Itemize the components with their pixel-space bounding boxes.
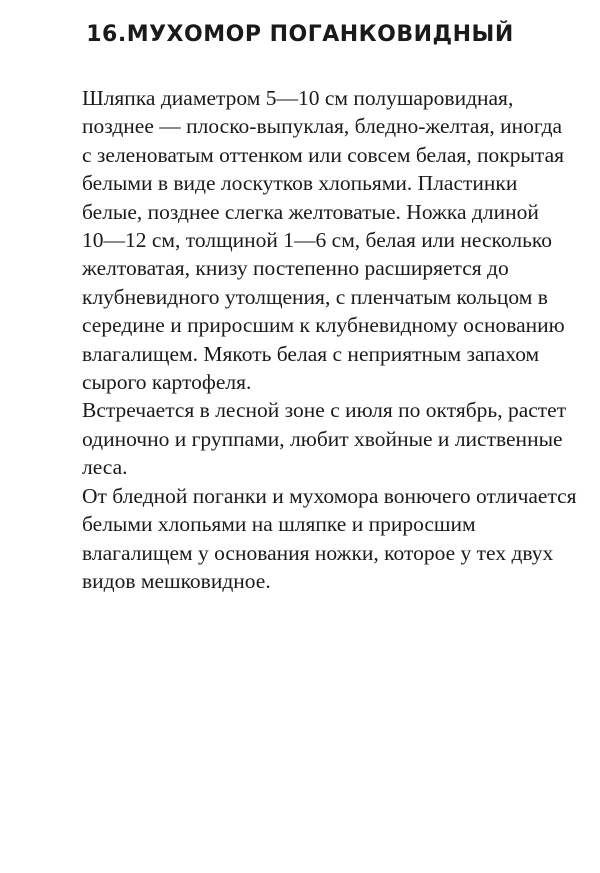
text-line: влагалищем. Мякоть белая с неприятным запахом — [82, 341, 540, 366]
page-title: 16.МУХОМОР ПОГАНКОВИДНЫЙ — [86, 22, 514, 47]
text-line: с зеленоватым оттенком или совсем белая, покрытая — [82, 142, 564, 167]
text-line: белыми в виде лоскутков хлопьями. Пластинки — [82, 171, 518, 196]
text-line: От бледной поганки и мухомора вонючего отличается — [82, 483, 577, 508]
text-line: Шляпка диаметром 5—10 см полушаровидная, — [82, 86, 514, 110]
text-line: белые, позднее слегка желтоватые. Ножка длиной — [82, 199, 539, 224]
text-line: видов мешковидное. — [82, 568, 271, 593]
text-line: позднее — плоско-выпуклая, бледно-желтая, иногда — [82, 114, 563, 139]
paragraph-distinction — [82, 482, 582, 596]
text-line: белыми хлопьями на шляпке и приросшим — [82, 512, 476, 537]
text-line: сырого картофеля. — [82, 370, 252, 395]
article-body — [82, 84, 582, 595]
text-line: желтоватая, книзу постепенно расширяется до — [82, 256, 509, 281]
text-line: одиночно и группами, любит хвойные и лиственные — [82, 426, 563, 451]
text-line: середине и приросшим к клубневидному основанию — [82, 313, 565, 338]
text-line: 10—12 см, толщиной 1—6 см, белая или несколько — [82, 228, 552, 253]
text-line: Встречается в лесной зоне с июля по октябрь, растет — [82, 398, 567, 423]
text-line: влагалищем у основания ножки, которое у тех двух — [82, 540, 554, 565]
paragraph-habitat — [82, 396, 582, 481]
paragraph-description — [82, 84, 582, 396]
text-line: леса. — [82, 455, 128, 480]
text-line: клубневидного утолщения, с пленчатым кольцом в — [82, 284, 548, 309]
